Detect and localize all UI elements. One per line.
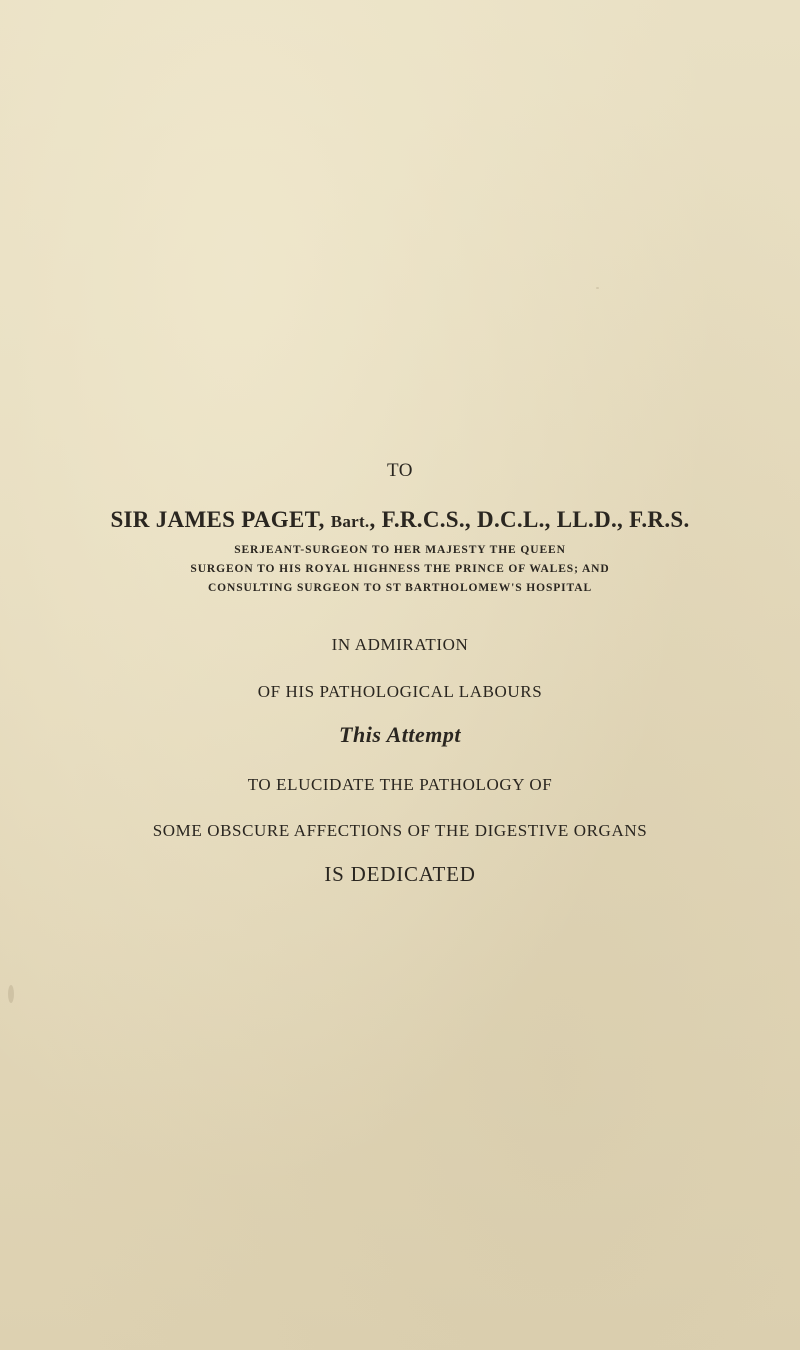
dedicatee-bart: Bart. [330,512,370,531]
paper-speck [596,287,599,289]
to-elucidate: TO ELUCIDATE THE PATHOLOGY OF [247,775,553,794]
is-dedicated: IS DEDICATED [324,862,476,886]
paper-speck [8,985,14,1003]
this-attempt-blackletter: This Attempt [339,722,461,747]
pathological-labours: OF HIS PATHOLOGICAL LABOURS [257,682,543,701]
dedicatee-name-part1: SIR JAMES PAGET, [110,507,331,532]
dedicatee-name-part2: , F.R.C.S., D.C.L., LL.D., F.R.S. [369,507,690,532]
dedicatee-title-line-3: CONSULTING SURGEON TO ST BARTHOLOMEW'S HOSPITAL [207,582,593,594]
in-admiration: IN ADMIRATION [331,635,469,654]
dedicatee-name [0,508,800,531]
dedication-to: TO [387,460,413,481]
dedicatee-title-line-2: SURGEON TO HIS ROYAL HIGHNESS THE PRINCE OF WALES; AND [190,563,610,575]
obscure-affections: SOME OBSCURE AFFECTIONS OF THE DIGESTIVE ORGANS [152,821,648,840]
dedicatee-title-line-1: SERJEANT-SURGEON TO HER MAJESTY THE QUEEN [234,544,566,556]
